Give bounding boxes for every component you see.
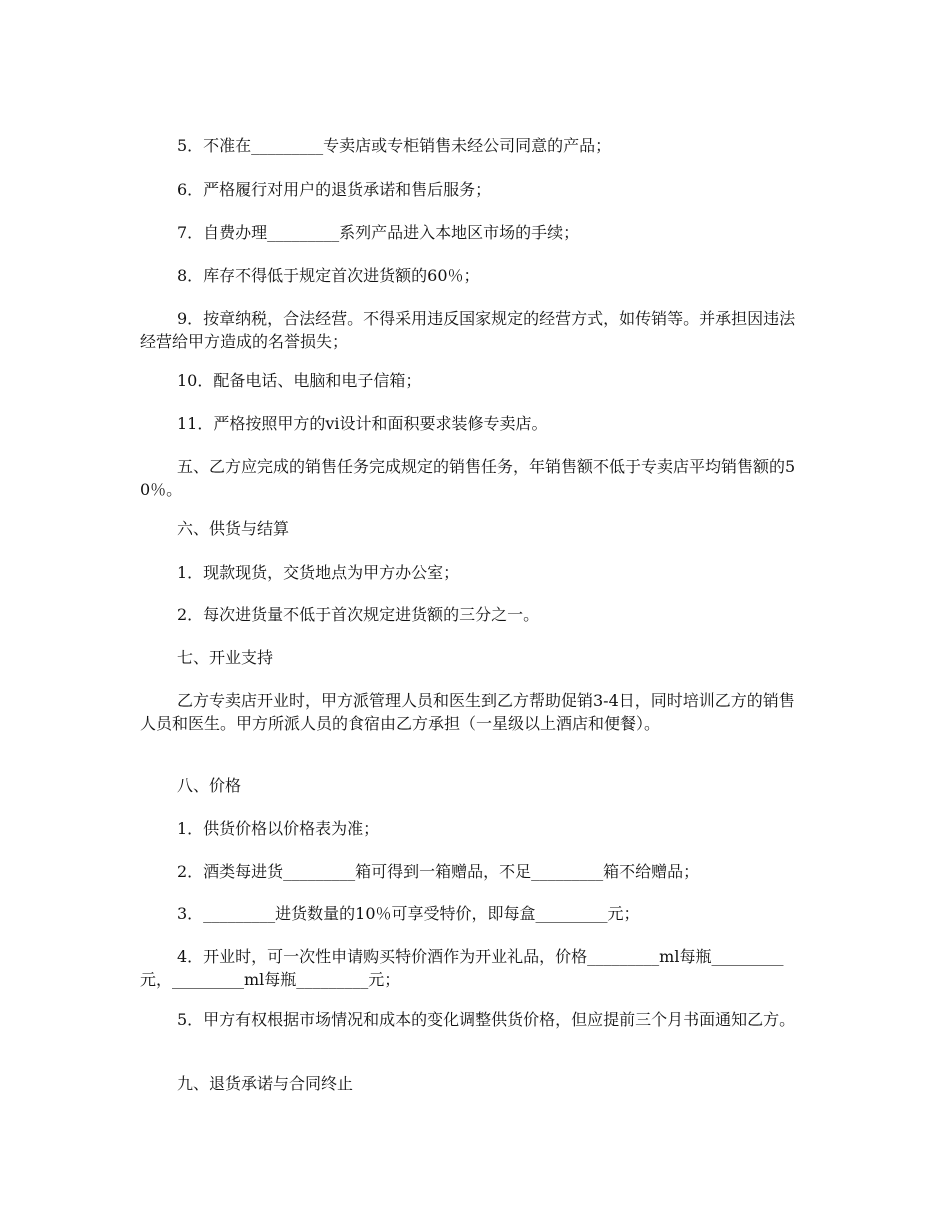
clause-paragraph: 3．_________进货数量的10％可享受特价，即每盒_________元； <box>177 904 640 923</box>
section-paragraph: 乙方专卖店开业时，甲方派管理人员和医生到乙方帮助促销3-4日，同时培训乙方的销售人员和医生。甲方所派人员的食宿由乙方承担（一星级以上酒店和便餐）。 <box>140 691 795 733</box>
clause-paragraph: 1．供货价格以价格表为准； <box>177 819 380 838</box>
clause-paragraph: 6．严格履行对用户的退货承诺和售后服务； <box>177 180 492 199</box>
clause-paragraph: 9．按章纳税，合法经营。不得采用违反国家规定的经营方式，如传销等。并承担因违法经营给甲方造成的名誉损失； <box>140 309 796 351</box>
clause-paragraph: 7．自费办理_________系列产品进入本地区市场的手续； <box>177 223 580 242</box>
clause-paragraph: 8．库存不得低于规定首次进货额的60％； <box>177 266 480 285</box>
clause-paragraph: 11．严格按照甲方的vi设计和面积要求装修专卖店。 <box>177 414 548 433</box>
section-paragraph: 五、乙方应完成的销售任务完成规定的销售任务，年销售额不低于专卖店平均销售额的50％。 <box>140 457 796 499</box>
clause-paragraph: 1．现款现货，交货地点为甲方办公室； <box>177 563 460 582</box>
clause-paragraph: 10．配备电话、电脑和电子信箱； <box>177 371 422 390</box>
clause-paragraph: 2．酒类每进货_________箱可得到一箱赠品，不足_________箱不给赠品； <box>177 862 700 881</box>
clause-paragraph: 4．开业时，可一次性申请购买特价酒作为开业礼品，价格_________ml每瓶_________元，_________ml每瓶_________元； <box>140 947 784 989</box>
clause-paragraph: 5．甲方有权根据市场情况和成本的变化调整供货价格，但应提前三个月书面通知乙方。 <box>177 1010 796 1029</box>
section-heading: 七、开业支持 <box>177 648 274 667</box>
section-heading: 八、价格 <box>177 776 242 795</box>
section-heading: 九、退货承诺与合同终止 <box>177 1074 354 1093</box>
clause-paragraph: 2．每次进货量不低于首次规定进货额的三分之一。 <box>177 605 540 624</box>
clause-paragraph: 5．不准在_________专卖店或专柜销售未经公司同意的产品； <box>177 136 612 155</box>
section-heading: 六、供货与结算 <box>177 519 290 538</box>
